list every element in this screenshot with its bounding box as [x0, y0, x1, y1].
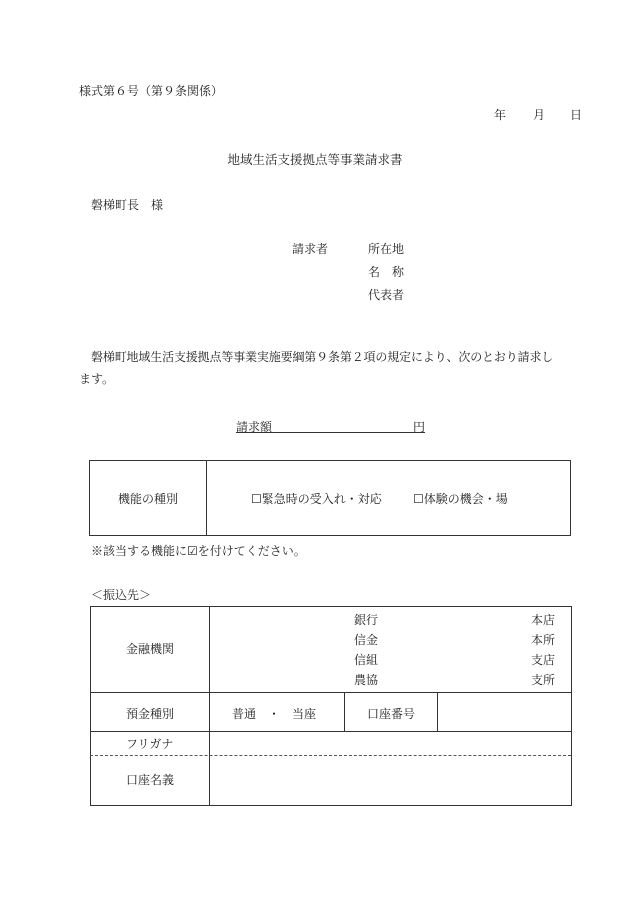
branch-type-main-office: 本所 [531, 633, 556, 647]
checkbox-note: ※該当する機能に☑を付けてください。 [91, 544, 306, 558]
function-option-emergency-label: 緊急時の受入れ・対応 [261, 492, 382, 506]
checkbox-icon[interactable]: ☐ [413, 492, 424, 506]
addressee: 磐梯町長 様 [91, 198, 164, 212]
requester-name-label: 名 称 [368, 265, 405, 279]
requester-label: 請求者 [292, 242, 329, 256]
bank-label: 金融機関 [125, 642, 174, 656]
bank-type-bank: 銀行 [354, 613, 379, 627]
requester-address-label: 所在地 [368, 242, 405, 256]
deposit-type-label: 預金種別 [125, 707, 174, 721]
branch-type-branch: 支店 [531, 653, 556, 667]
account-number-field[interactable] [440, 697, 568, 727]
account-name-label: 口座名義 [125, 773, 174, 787]
account-number-label: 口座番号 [366, 707, 415, 721]
transfer-heading: ＜振込先＞ [91, 588, 152, 602]
form-number: 様式第６号（第９条関係） [79, 84, 224, 98]
date-year-label: 年 [494, 108, 507, 122]
function-option-emergency[interactable] [251, 490, 382, 507]
checkbox-icon[interactable]: ☐ [251, 492, 262, 506]
transfer-row-divider-1 [90, 692, 571, 693]
date-day-label: 日 [570, 108, 583, 122]
bank-type-nokyo: 農協 [354, 673, 379, 687]
transfer-row-divider-2 [90, 731, 571, 732]
amount-label: 請求額 [236, 420, 273, 434]
furigana-field[interactable] [212, 734, 568, 753]
amount-unit: 円 [413, 420, 426, 434]
requester-rep-label: 代表者 [368, 288, 405, 302]
function-option-experience[interactable] [413, 490, 508, 507]
bank-type-shinkin: 信金 [354, 633, 379, 647]
body-text-line2: ます。 [79, 372, 115, 386]
amount-underline [236, 432, 425, 433]
account-name-field[interactable] [212, 758, 568, 802]
amount-value-field[interactable] [272, 418, 412, 432]
branch-type-head-office: 本店 [531, 613, 556, 627]
deposit-type-options[interactable]: 普通 ・ 当座 [232, 707, 317, 721]
function-type-label: 機能の種別 [117, 492, 178, 506]
transfer-row-divider-dashed [90, 755, 571, 756]
branch-type-sub-office: 支所 [531, 673, 556, 687]
date-month-label: 月 [533, 108, 546, 122]
bank-type-shinkumi: 信組 [354, 653, 379, 667]
body-text-line1: 磐梯町地域生活支援拠点等事業実施要綱第９条第２項の規定により、次のとおり請求し [91, 350, 554, 364]
furigana-label: フリガナ [126, 737, 174, 751]
function-option-experience-label: 体験の機会・場 [423, 492, 508, 506]
document-title: 地域生活支援拠点等事業請求書 [227, 152, 403, 167]
